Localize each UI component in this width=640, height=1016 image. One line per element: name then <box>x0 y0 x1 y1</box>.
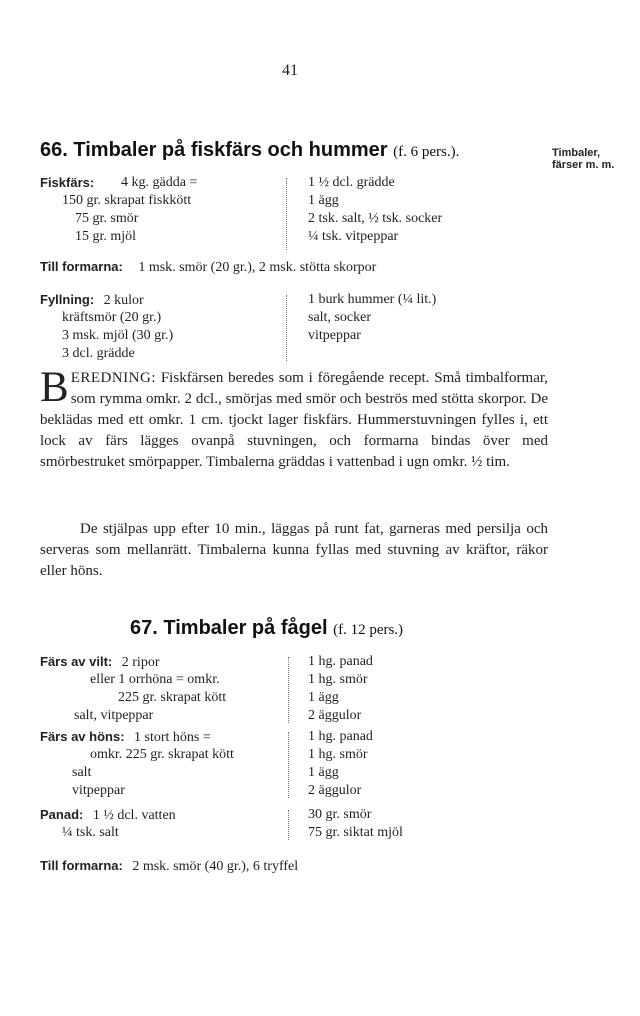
beredning-text: Fiskfärsen beredes som i föregående recept. Små timbalformar, som rymma omkr. 2 dcl., smörjas med smör och beströs med stötta skorpor. De beklädas med ett omkr. 1 cm. tjockt lager fiskfärs. Hummerstuvningen fylles i, ett lock av färs lägges ovanpå stuvningen, och formarna bindas över med smörbestruket smörpapper. Timbalerna gräddas i vattenbad i ugn omkr. ½ tim. <box>40 370 549 470</box>
recipe-66-title <box>40 139 459 162</box>
ingredient-line: 1 ägg <box>308 765 339 780</box>
ingredient-line: 2 äggulor <box>308 783 362 798</box>
column-divider <box>288 657 289 723</box>
ingredient-line: 1 ½ dcl. grädde <box>308 175 395 190</box>
ingredient-line: 1 hg. panad <box>308 729 373 744</box>
fyllning-label: Fyllning: <box>40 292 95 307</box>
recipe-66-name: Timbaler på fiskfärs och hummer <box>73 139 388 161</box>
recipe-66-number: 66. <box>40 139 68 161</box>
fiskfars-left-column <box>121 174 197 192</box>
recipe-67-title <box>130 617 403 640</box>
ingredient-line: 1 ½ dcl. vatten <box>92 808 176 823</box>
ingredient-line: 4 kg. gädda = <box>121 175 198 190</box>
ingredient-line: 2 äggulor <box>308 708 362 723</box>
ingredient-line: 1 stort höns = <box>134 730 211 745</box>
column-divider <box>286 295 287 361</box>
ingredient-line: 150 gr. skrapat fiskkött <box>62 193 192 208</box>
fiskfars-label: Fiskfärs: <box>40 175 95 190</box>
ingredient-line: omkr. 225 gr. skrapat kött <box>90 747 234 762</box>
ingredient-line: 30 gr. smör <box>308 807 372 822</box>
ingredient-line: eller 1 orrhöna = omkr. <box>90 672 220 687</box>
ingredient-line: kräftsmör (20 gr.) <box>62 310 162 325</box>
panad-left-column <box>62 824 119 842</box>
fyllning-label-block <box>40 291 144 310</box>
recipe-67-name: Timbaler på fågel <box>163 617 328 639</box>
ingredient-line: ¼ tsk. vitpeppar <box>308 229 399 244</box>
side-note <box>552 147 614 171</box>
ingredient-line: 1 ägg <box>308 193 339 208</box>
ingredient-line: 2 kulor <box>103 293 144 308</box>
hons-label: Färs av höns: <box>40 729 125 744</box>
panad-right-column <box>308 806 403 842</box>
side-note-line-1: Timbaler, <box>552 147 601 159</box>
ingredient-line: vitpeppar <box>72 783 125 798</box>
vilt-label-block <box>40 653 159 672</box>
serving-text: De stjälpas upp efter 10 min., läggas på runt fat, garneras med persilja och serveras som mellanrätt. Timbalerna kunna fyllas med stuvning av kräftor, räkor eller höns. <box>40 521 548 579</box>
ingredient-line: 1 burk hummer (¼ lit.) <box>308 292 437 307</box>
fiskfars-right-column <box>308 174 442 246</box>
formarna-66-label: Till formarna: <box>40 259 123 274</box>
side-note-line-2: färser m. m. <box>552 159 615 171</box>
formarna-67-text: 2 msk. smör (40 gr.), 6 tryffel <box>132 859 299 874</box>
ingredient-line: ¼ tsk. salt <box>62 825 119 840</box>
ingredient-line: 1 hg. panad <box>308 654 373 669</box>
hons-label-block <box>40 728 211 747</box>
ingredient-line: salt, socker <box>308 310 371 325</box>
drop-cap: B <box>40 364 69 411</box>
hons-right-column <box>308 728 373 800</box>
ingredient-line: vitpeppar <box>308 328 361 343</box>
formarna-67 <box>40 857 298 876</box>
ingredient-line: 225 gr. skrapat kött <box>118 690 227 705</box>
ingredient-line: salt <box>72 765 92 780</box>
fiskfars-left-column-cont <box>62 192 191 246</box>
beredning-paragraph <box>40 364 549 473</box>
vilt-label: Färs av vilt: <box>40 654 113 669</box>
formarna-66 <box>40 258 376 277</box>
recipe-67-servings: (f. 12 pers.) <box>333 622 404 638</box>
formarna-66-text: 1 msk. smör (20 gr.), 2 msk. stötta skorpor <box>138 260 377 275</box>
fyllning-right-column <box>308 291 436 345</box>
column-divider <box>288 732 289 798</box>
ingredient-line: 2 tsk. salt, ½ tsk. socker <box>308 211 443 226</box>
beredning-label: EREDNING: <box>70 370 157 386</box>
column-divider <box>286 178 287 250</box>
ingredient-line: 1 ägg <box>308 690 339 705</box>
recipe-66-servings: (f. 6 pers.). <box>393 144 460 160</box>
ingredient-line: 75 gr. smör <box>75 211 139 226</box>
ingredient-line: 2 ripor <box>121 655 160 670</box>
ingredient-line: 1 hg. smör <box>308 747 368 762</box>
ingredient-line: 75 gr. siktat mjöl <box>308 825 403 840</box>
page-number: 41 <box>282 62 298 79</box>
panad-label-block <box>40 806 176 825</box>
hons-left-column <box>72 746 234 800</box>
fyllning-left-column <box>62 309 173 363</box>
ingredient-line: 3 msk. mjöl (30 gr.) <box>62 328 174 343</box>
ingredient-line: 1 hg. smör <box>308 672 368 687</box>
fiskfars-label-block <box>40 174 94 193</box>
column-divider <box>288 810 289 840</box>
recipe-67-number: 67. <box>130 617 158 639</box>
serving-paragraph <box>40 519 548 582</box>
vilt-left-column <box>74 671 227 725</box>
ingredient-line: salt, vitpeppar <box>74 708 154 723</box>
formarna-67-label: Till formarna: <box>40 858 123 873</box>
ingredient-line: 15 gr. mjöl <box>75 229 137 244</box>
vilt-right-column <box>308 653 373 725</box>
panad-label: Panad: <box>40 807 84 822</box>
ingredient-line: 3 dcl. grädde <box>62 346 135 361</box>
